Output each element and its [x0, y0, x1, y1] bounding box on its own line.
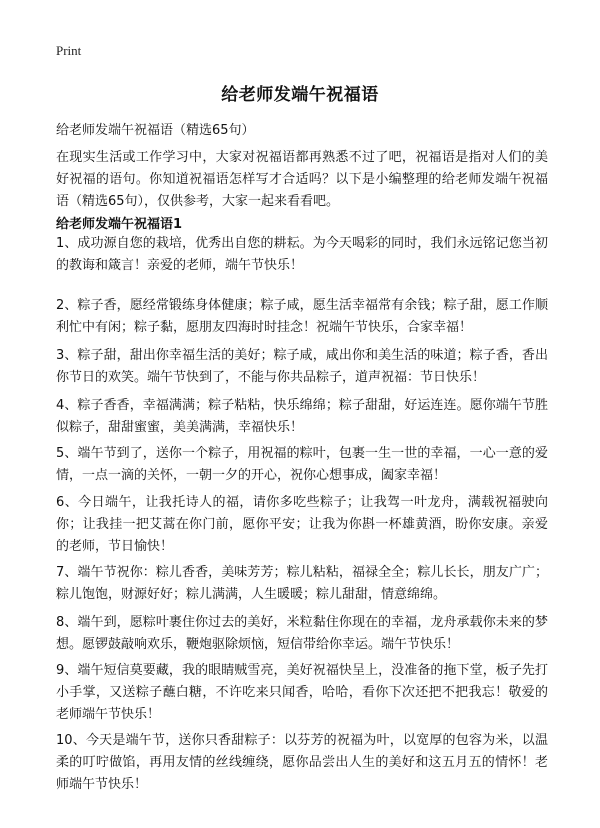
greeting-paragraph: 4、粽子香香，幸福满满；粽子粘粘，快乐绵绵；粽子甜甜，好运连连。愿你端午节胜似粽子，甜甜蜜蜜，美美满满，幸福快乐！: [56, 398, 548, 435]
greeting-paragraph: 6、今日端午，让我托诗人的福，请你多吃些粽子；让我驾一叶龙舟，满载祝福驶向你；让我挂一把艾蒿在你门前，愿你平安；让我为你斟一杯雄黄酒，盼你安康。亲爱的老师，节日愉快！: [56, 495, 548, 554]
page-title: 给老师发端午祝福语: [221, 85, 379, 105]
greeting-paragraph: 7、端午节祝你：粽儿香香，美味芳芳；粽儿粘粘，福禄全全；粽儿长长，朋友广广；粽儿饱饱，财源好好；粽儿满满，人生暖暖；粽儿甜甜，情意绵绵。: [56, 565, 548, 602]
section-heading: 给老师发端午祝福语1: [56, 217, 183, 232]
greeting-paragraph: 1、成功源自您的栽培，优秀出自您的耕耘。为今天喝彩的同时，我们永远铭记您当初的教诲和箴言！亲爱的老师，端午节快乐！: [56, 236, 548, 273]
greeting-paragraph: 5、端午节到了，送你一个粽子，用祝福的粽叶，包裹一生一世的幸福，一心一意的爱情，一点一滴的关怀，一朝一夕的开心，祝你心想事成，阖家幸福！: [56, 446, 548, 483]
greeting-paragraph: 10、今天是端午节，送你只香甜粽子：以芬芳的祝福为叶，以宽厚的包容为米，以温柔的叮咛做馅，再用友情的丝线缠绕，愿你品尝出人生的美好和这五月五的情怀！老师端午节快乐！: [56, 733, 548, 792]
greeting-paragraph: 3、粽子甜，甜出你幸福生活的美好；粽子咸，咸出你和美生活的味道；粽子香，香出你节日的欢笑。端午节快到了，不能与你共品粽子，道声祝福：节日快乐！: [56, 348, 548, 385]
greeting-paragraph: 8、端午到，愿粽叶裹住你过去的美好，米粒黏住你现在的幸福，龙舟承载你未来的梦想。愿锣鼓敲响欢乐，鞭炮驱除烦恼，短信带给你幸运。端午节快乐！: [56, 615, 548, 652]
greeting-paragraph: 9、端午短信莫要藏，我的眼睛贼雪亮，美好祝福快呈上，没准备的拖下堂，板子先打小手掌，又送粽子蘸白糖，不许吃来只闻香，哈哈，看你下次还把不把我忘！敬爱的老师端午节快乐！: [56, 663, 548, 722]
page-subtitle: 给老师发端午祝福语（精选65句）: [56, 123, 255, 138]
greeting-paragraph: 2、粽子香，愿经常锻练身体健康；粽子咸，愿生活幸福常有余钱；粽子甜，愿工作顺利忙中有闲；粽子黏，愿朋友四海时时挂念！祝端午节快乐，合家幸福！: [56, 298, 548, 335]
intro-paragraph: 在现实生活或工作学习中，大家对祝福语都再熟悉不过了吧，祝福语是指对人们的美好祝福的语句。你知道祝福语怎样写才合适吗？以下是小编整理的给老师发端午祝福语（精选65句），仅供参考，大家一起来看看吧。: [56, 150, 548, 209]
print-link[interactable]: Print: [56, 43, 82, 58]
